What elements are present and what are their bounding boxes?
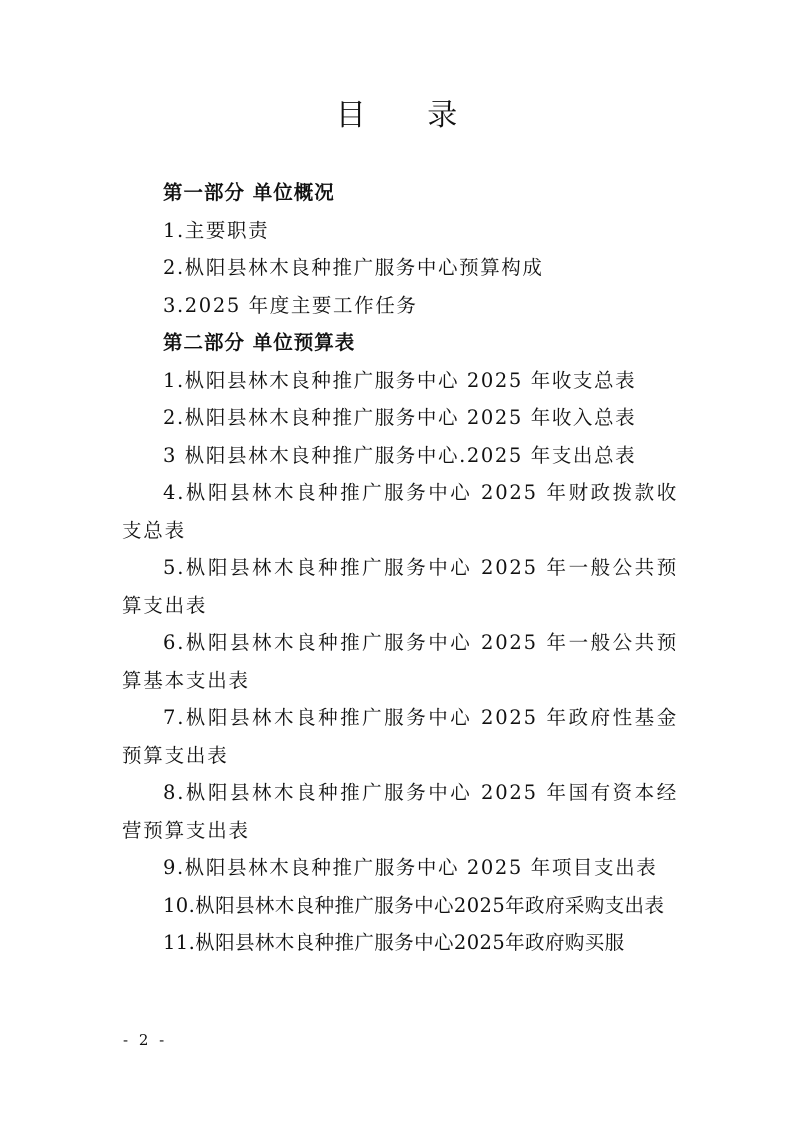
toc-entry: 8.枞阳县林木良种推广服务中心 2025 年国有资本经营预算支出表 bbox=[122, 781, 678, 842]
toc-entry: 3 枞阳县林木良种推广服务中心.2025 年支出总表 bbox=[163, 443, 637, 467]
table-of-contents bbox=[122, 174, 678, 962]
toc-entry: 6.枞阳县林木良种推广服务中心 2025 年一般公共预算基本支出表 bbox=[122, 631, 678, 692]
page-title: 目 录 bbox=[335, 98, 484, 133]
toc-entry: 9.枞阳县林木良种推广服务中心 2025 年项目支出表 bbox=[163, 856, 658, 879]
toc-entry: 4.枞阳县林木良种推广服务中心 2025 年财政拨款收支总表 bbox=[122, 481, 678, 542]
toc-entry: 1.枞阳县林木良种推广服务中心 2025 年收支总表 bbox=[163, 368, 637, 392]
toc-section-heading: 第二部分 单位预算表 bbox=[163, 331, 356, 354]
toc-entry: 11.枞阳县林木良种推广服务中心2025年政府购买服 bbox=[163, 931, 625, 954]
toc-entry: 3.2025 年度主要工作任务 bbox=[163, 293, 418, 317]
toc-entry: 1.主要职责 bbox=[163, 218, 270, 242]
toc-entry: 5.枞阳县林木良种推广服务中心 2025 年一般公共预算支出表 bbox=[122, 556, 678, 617]
page-number: - 2 - bbox=[123, 1031, 168, 1049]
toc-section-heading: 第一部分 单位概况 bbox=[163, 181, 335, 204]
toc-entry: 7.枞阳县林木良种推广服务中心 2025 年政府性基金预算支出表 bbox=[122, 706, 678, 767]
toc-entry: 10.枞阳县林木良种推广服务中心2025年政府采购支出表 bbox=[163, 893, 665, 917]
toc-entry: 2.枞阳县林木良种推广服务中心 2025 年收入总表 bbox=[163, 406, 637, 429]
toc-entry: 2.枞阳县林木良种推广服务中心预算构成 bbox=[163, 256, 544, 279]
